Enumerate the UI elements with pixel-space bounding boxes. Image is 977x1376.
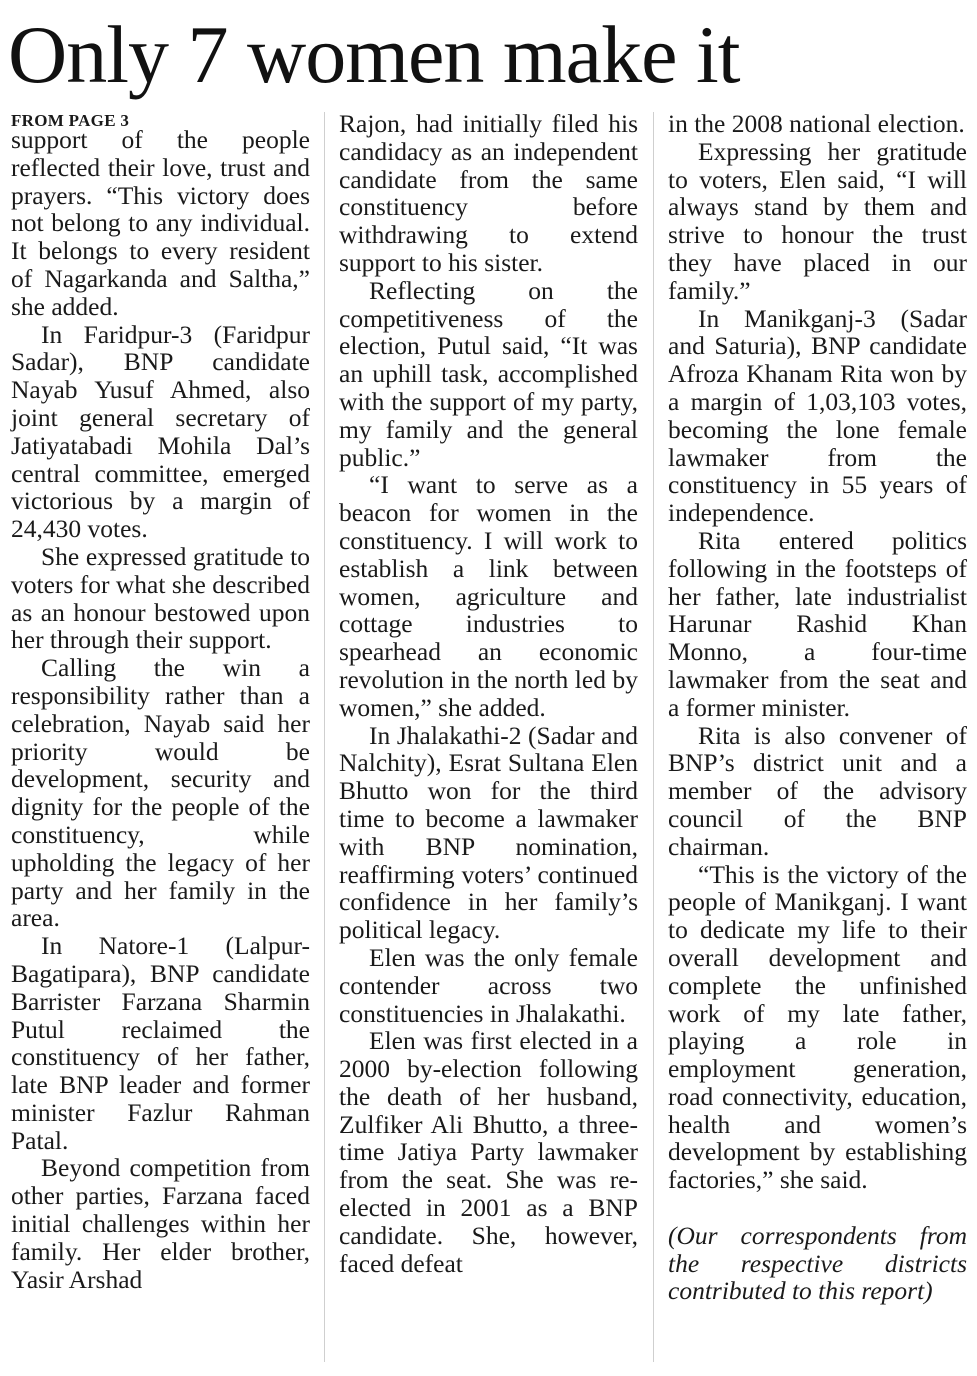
paragraph: Rajon, had initially filed his candidacy as an independent candidate from the same constituency before withdrawing to extend support to his sister. <box>339 109 638 277</box>
paragraph: Calling the win a responsibility rather than a celebration, Nayab said her priority would be development, security and dignity for the people of the constituency, while upholding the legacy of her party and her family in the area. <box>11 653 310 933</box>
paragraph: Elen was first elected in a 2000 by-election following the death of her husband, Zulfiker Ali Bhutto, a three-time Jatiya Party lawmaker from the seat. She was re-elected in 2001 as a BNP candidate. She, however, faced defeat <box>339 1026 638 1278</box>
paragraph: support of the people reflected their love, trust and prayers. “This victory does not belong to any individual. It belongs to every resident of Nagarkanda and Saltha,” she added. <box>11 125 310 321</box>
paragraph: In Jhalakathi-2 (Sadar and Nalchity), Esrat Sultana Elen Bhutto won for the third time to become a lawmaker with BNP nomination, reaffirming voters’ continued confidence in her family’s political legacy. <box>339 720 638 945</box>
contributor-note: (Our correspondents from the respective districts contributed to this report) <box>668 1220 967 1306</box>
headline: Only 7 women make it <box>8 9 740 100</box>
paragraph: She expressed gratitude to voters for what she described as an honour bestowed upon her through their support. <box>11 541 310 655</box>
paragraph: Rita entered politics following in the footsteps of her father, late industrialist Harunar Rashid Khan Monno, a four-time lawmaker from the seat and a former minister. <box>668 525 967 722</box>
paragraph: Reflecting on the competitiveness of the election, Putul said, “It was an uphill task, accomplished with the support of my party, my family and the general public.” <box>339 275 638 472</box>
paragraph: In Natore-1 (Lalpur-Bagatipara), BNP candidate Barrister Farzana Sharmin Putul reclaimed the constituency of her father, late BNP leader and former minister Fazlur Rahman Patal. <box>11 931 310 1155</box>
paragraph: Elen was the only female contender across two constituencies in Jhalakathi. <box>339 942 638 1028</box>
article-column-1 <box>11 110 310 1293</box>
article-column-3 <box>668 110 967 1305</box>
paragraph: Rita is also convener of BNP’s district unit and a member of the advisory council of the BNP chairman. <box>668 720 967 861</box>
paragraph: “This is the victory of the people of Manikganj. I want to dedicate my life to their overall development and complete the unfinished work of my late father, playing a role in employment generation, road connectivity, education, health and women’s development by establishing factories,” she said. <box>668 859 967 1195</box>
paragraph: Expressing her gratitude to voters, Elen said, “I will always stand by them and strive to honour the trust they have placed in our family.” <box>668 136 967 305</box>
paragraph: “I want to serve as a beacon for women in the constituency. I will work to establish a link between women, agriculture and cottage industries to spearhead an economic revolution in the north led by women,” she added. <box>339 470 638 722</box>
paragraph: Beyond competition from other parties, Farzana faced initial challenges within her family. Her elder brother, Yasir Arshad <box>11 1153 310 1294</box>
paragraph: In Faridpur-3 (Faridpur Sadar), BNP candidate Nayab Yusuf Ahmed, also joint general secretary of Jatiyatabadi Mohila Dal’s central committee, emerged victorious by a margin of 24,430 votes. <box>11 319 310 544</box>
article-column-2 <box>339 110 638 1277</box>
column-divider <box>324 112 325 1362</box>
paragraph: in the 2008 national election. <box>668 109 965 138</box>
continued-from-label: FROM PAGE 3 <box>11 111 130 130</box>
paragraph: In Manikganj-3 (Sadar and Saturia), BNP candidate Afroza Khanam Rita won by a margin of 1,03,103 votes, becoming the lone female lawmaker from the constituency in 55 years of independence. <box>668 303 967 528</box>
column-divider <box>653 112 654 1362</box>
